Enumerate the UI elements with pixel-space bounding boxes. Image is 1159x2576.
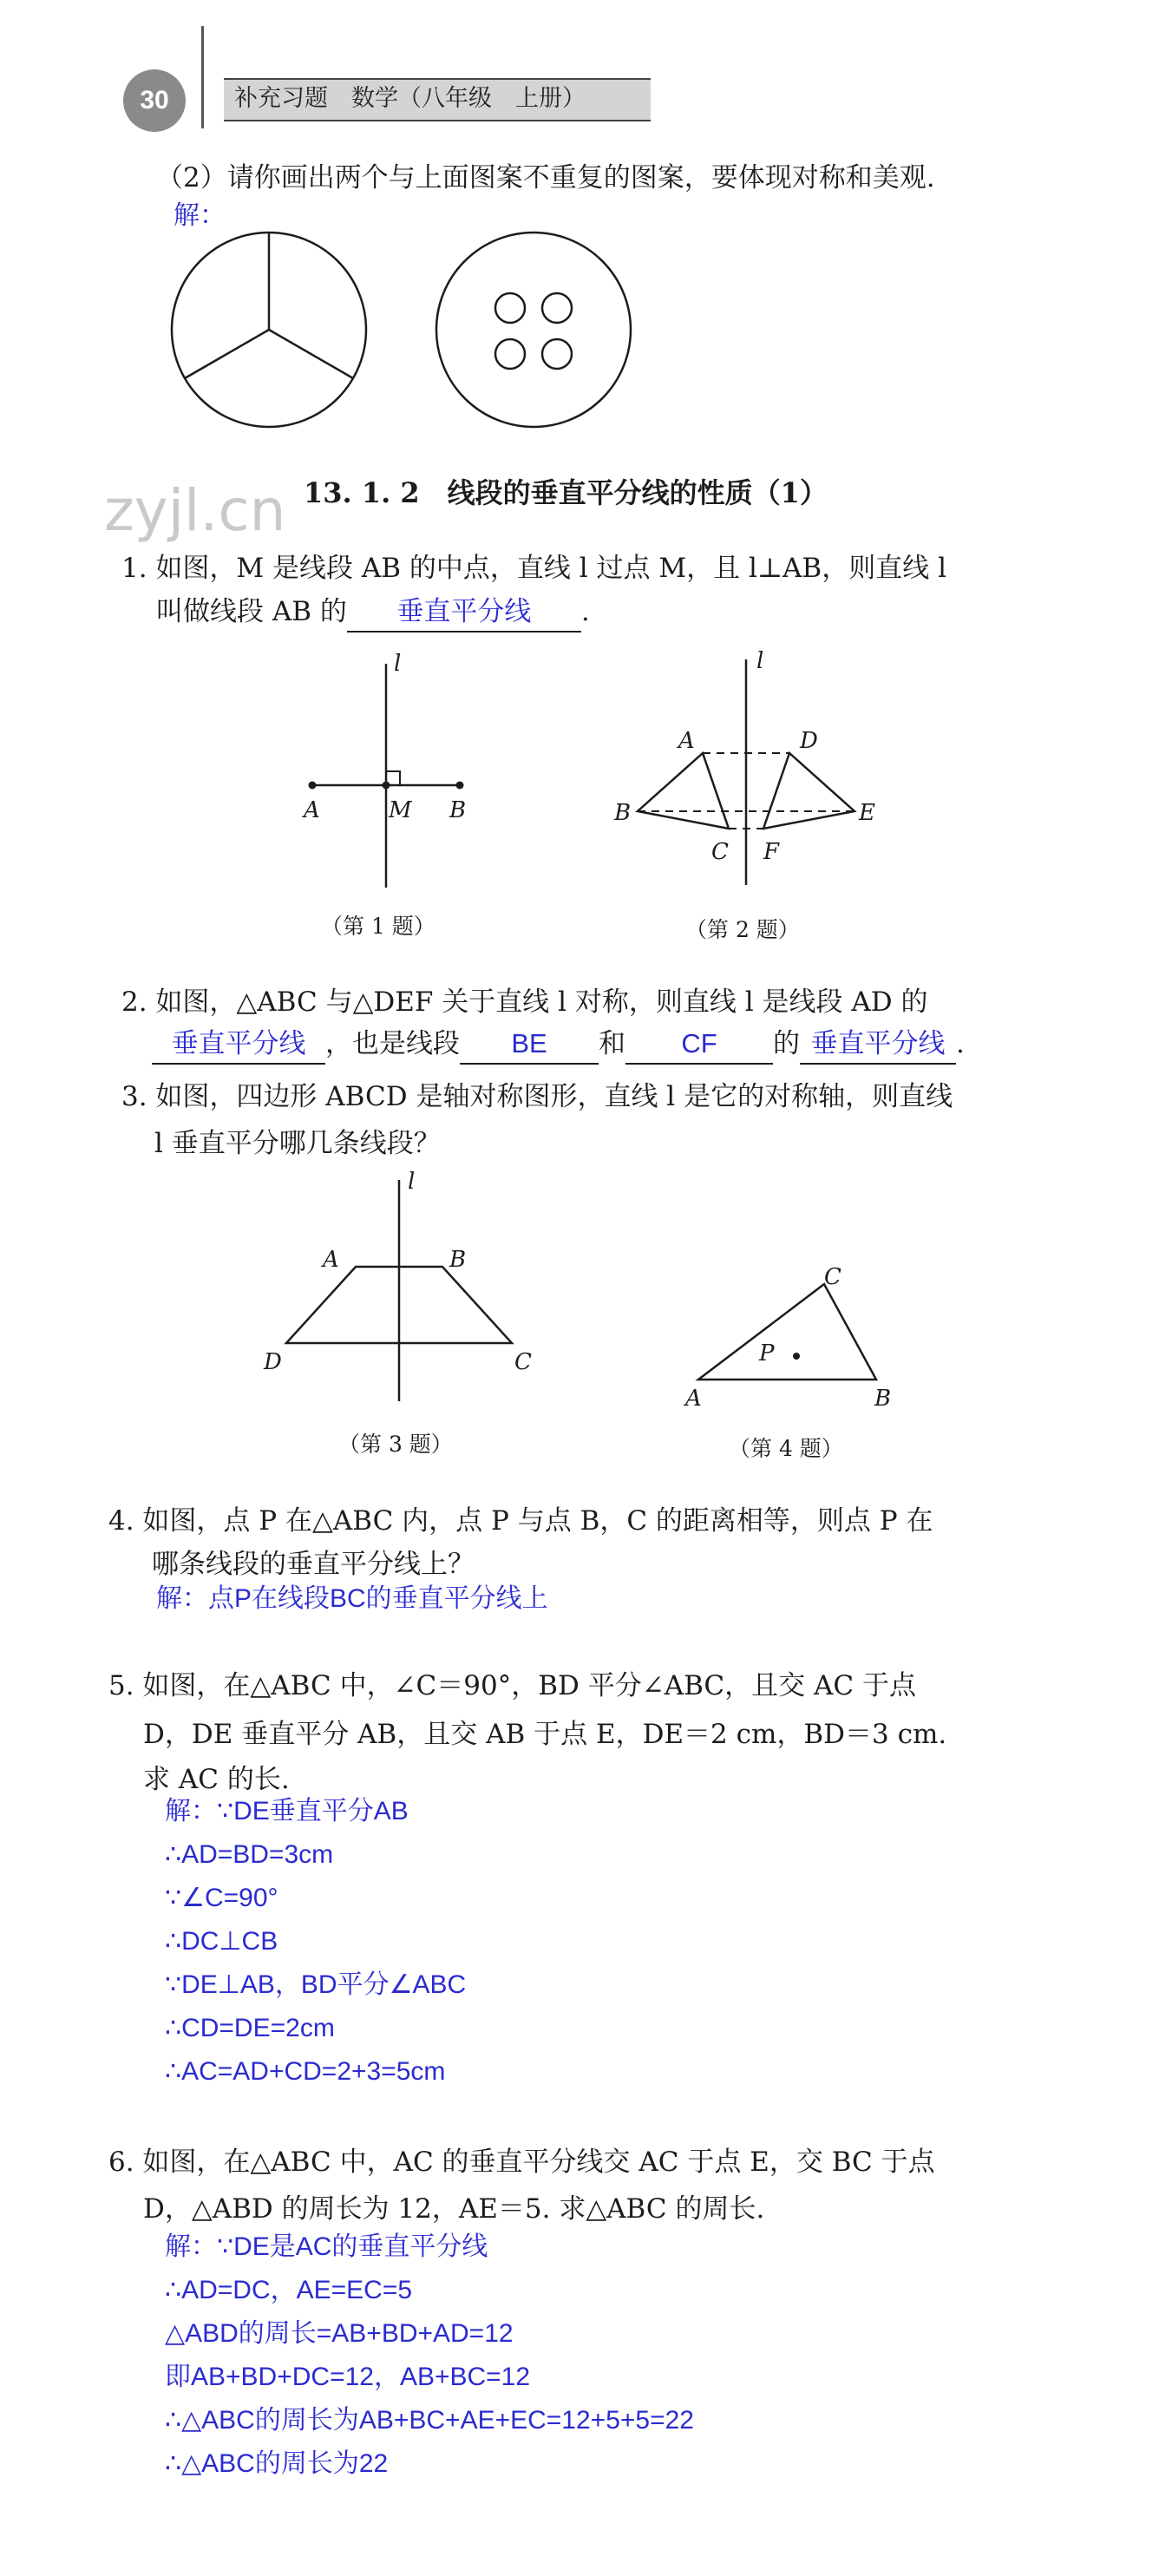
q4-line2: 哪条线段的垂直平分线上？ (152, 1549, 475, 1580)
fig3-label-b: B (449, 1247, 467, 1273)
fig2-label-c: C (711, 839, 729, 865)
q2-end: . (956, 1028, 965, 1059)
q5-solution-line: ∴CD=DE=2cm (165, 2014, 335, 2042)
q2-answer-1: 垂直平分线 (152, 1025, 325, 1065)
q4-line1: 4. 如图，点 P 在△ABC 内，点 P 与点 B，C 的距离相等，则点 P 在 (108, 1505, 933, 1537)
fig2-label-b: B (614, 800, 632, 826)
fig1-label-l: l (394, 651, 402, 677)
q6-solution-line: 解：∵DE是AC的垂直平分线 (165, 2232, 488, 2261)
fig4-caption: （第 4 题） (729, 1436, 843, 1461)
three-sector-circle (172, 233, 366, 427)
q3-line2: l 垂直平分哪几条线段？ (154, 1128, 441, 1159)
q1-prefix: 叫做线段 AB 的 (156, 596, 347, 627)
q5-solution-line: ∵DE⊥AB，BD平分∠ABC (165, 1970, 467, 1999)
figure-4 (668, 1262, 911, 1419)
q5-solution-line: ∴AC=AD+CD=2+3=5cm (165, 2057, 446, 2086)
pattern-drawings (165, 230, 651, 429)
fig2-label-l: l (756, 648, 764, 674)
q2-line2 (152, 1019, 965, 1068)
q2-mid-1: ，也是线段 (325, 1028, 460, 1059)
fig1-label-a: A (304, 797, 320, 823)
q2-answer-4: 垂直平分线 (800, 1025, 956, 1065)
q1-line1: 1. 如图，M 是线段 AB 的中点，直线 l 过点 M，且 l⊥AB，则直线 l (121, 553, 946, 584)
q5-line1: 5. 如图，在△ABC 中，∠C＝90°，BD 平分∠ABC，且交 AC 于点 (108, 1670, 916, 1701)
fig1-label-b: B (449, 797, 467, 823)
watermark: zyjl.cn (104, 477, 286, 544)
figure-2 (607, 642, 885, 894)
q2-answer-2: BE (460, 1025, 599, 1065)
fig2-label-e: E (859, 800, 875, 826)
q5-solution-line: 解：∵DE垂直平分AB (165, 1797, 409, 1825)
q2-answer-3: CF (625, 1025, 773, 1065)
figure-3 (252, 1167, 547, 1410)
fig4-label-c: C (824, 1264, 841, 1290)
q1-line2 (156, 587, 590, 636)
q5-solution-line: ∴DC⊥CB (165, 1927, 278, 1956)
q5-solution-line: ∵∠C=90° (165, 1884, 278, 1912)
q4-solution: 解：点P在线段BC的垂直平分线上 (156, 1584, 548, 1613)
fig3-label-d: D (264, 1349, 282, 1375)
fig4-label-a: A (685, 1386, 702, 1412)
fig1-caption: （第 1 题） (321, 914, 435, 939)
q-prev-text: （2）请你画出两个与上面图案不重复的图案，要体现对称和美观. (156, 162, 935, 193)
q2-line1: 2. 如图，△ABC 与△DEF 关于直线 l 对称，则直线 l 是线段 AD 的 (121, 986, 928, 1018)
q6-line2: D，△ABD 的周长为 12，AE＝5. 求△ABC 的周长. (143, 2193, 765, 2225)
q6-solution-line: 即AB+BD+DC=12，AB+BC=12 (165, 2363, 531, 2391)
button-circle (436, 233, 631, 427)
page-number-badge: 30 (123, 69, 186, 132)
fig3-caption: （第 3 题） (338, 1432, 453, 1457)
header-divider (201, 26, 204, 128)
q-prev-solution-label: 解： (174, 201, 226, 230)
q1-suffix: . (580, 596, 590, 627)
fig4-label-b: B (874, 1386, 892, 1412)
fig2-label-a: A (678, 728, 695, 754)
q6-line1: 6. 如图，在△ABC 中，AC 的垂直平分线交 AC 于点 E，交 BC 于点 (108, 2147, 935, 2178)
fig2-label-f: F (763, 839, 780, 865)
fig3-label-a: A (323, 1247, 339, 1273)
q6-solution-line: ∴△ABC的周长为AB+BC+AE+EC=12+5+5=22 (165, 2406, 694, 2435)
section-title: 13. 1. 2 线段的垂直平分线的性质（1） (304, 476, 828, 509)
header-title: 补充习题 数学（八年级 上册） (234, 85, 586, 112)
q5-line3: 求 AC 的长. (143, 1764, 290, 1795)
q5-solution-line: ∴AD=BD=3cm (165, 1840, 334, 1869)
fig3-label-c: C (514, 1349, 532, 1375)
fig4-label-p: P (759, 1340, 775, 1367)
q6-solution-line: ∴AD=DC，AE=EC=5 (165, 2276, 413, 2304)
q6-solution-line: △ABD的周长=AB+BD+AD=12 (165, 2319, 514, 2348)
q2-mid-2: 和 (599, 1028, 625, 1059)
q5-line2: D，DE 垂直平分 AB，且交 AB 于点 E，DE＝2 cm，BD＝3 cm. (143, 1719, 947, 1750)
fig2-caption: （第 2 题） (685, 917, 800, 942)
q6-solution-line: ∴△ABC的周长为22 (165, 2449, 389, 2478)
fig1-label-m: M (389, 797, 412, 823)
fig3-label-l: l (408, 1169, 416, 1195)
q2-mid-3: 的 (773, 1028, 800, 1059)
figure-1 (286, 646, 486, 889)
fig2-label-d: D (800, 728, 818, 754)
q3-line1: 3. 如图，四边形 ABCD 是轴对称图形，直线 l 是它的对称轴，则直线 (121, 1081, 953, 1112)
q1-answer-blank: 垂直平分线 (347, 593, 581, 633)
